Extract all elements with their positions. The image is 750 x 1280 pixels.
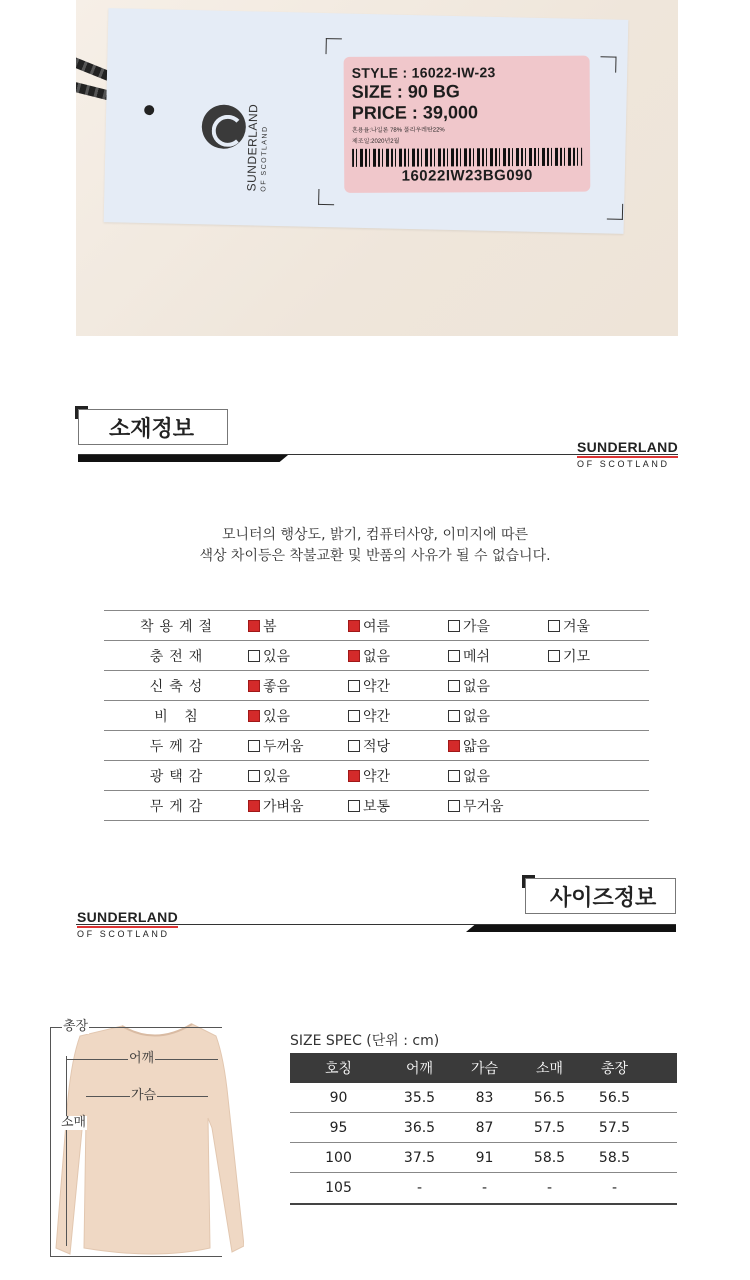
empty-box-icon: [248, 740, 260, 752]
material-option: [348, 766, 448, 786]
brand-logo: [577, 440, 678, 469]
size-spec-cell: 57.5: [533, 1119, 566, 1136]
empty-box-icon: [448, 620, 460, 632]
material-option: [548, 616, 648, 636]
size-spec-table: [290, 1053, 677, 1205]
size-spec-header-cell: 가슴: [470, 1061, 499, 1077]
option-label: 없음: [463, 708, 491, 725]
material-option: [248, 646, 348, 666]
length-guide: [50, 1027, 51, 1256]
tag-size: SIZE : 90 BG: [351, 81, 460, 102]
size-spec-cell: 58.5: [533, 1149, 566, 1166]
brand-name: SUNDERLAND: [577, 439, 678, 455]
material-option: [348, 736, 448, 756]
material-option: [348, 676, 448, 696]
crop-mark: [318, 189, 334, 205]
size-spec-cell: 36.5: [403, 1119, 436, 1136]
size-spec-cell: 56.5: [533, 1089, 566, 1106]
material-option: [448, 736, 548, 756]
checked-box-icon: [248, 680, 260, 692]
label-shoulder: 어깨: [129, 1051, 155, 1066]
size-spec-cell: 35.5: [403, 1089, 436, 1106]
material-option: [248, 796, 348, 816]
option-label: 약간: [363, 678, 391, 695]
size-spec-cell: 57.5: [598, 1119, 631, 1136]
option-label: 보통: [363, 798, 391, 815]
material-option: [448, 676, 548, 696]
tag-hole: [144, 105, 154, 115]
material-option: [448, 706, 548, 726]
divider-accent: [466, 925, 676, 932]
empty-box-icon: [348, 710, 360, 722]
tag-brand-text: [244, 81, 268, 191]
size-section-title: [525, 878, 676, 914]
option-label: 가을: [463, 618, 491, 635]
tag-brand-name: SUNDERLAND: [244, 103, 261, 192]
empty-box-icon: [448, 650, 460, 662]
empty-box-icon: [448, 680, 460, 692]
empty-box-icon: [548, 650, 560, 662]
material-row: [104, 761, 649, 791]
tag-price: PRICE : 39,000: [351, 102, 479, 123]
checked-box-icon: [248, 710, 260, 722]
material-row-label: 광택감: [149, 768, 209, 785]
tag-made-date: 제조일:2020년2월: [352, 138, 400, 145]
size-title-text: 사이즈정보: [550, 885, 657, 911]
size-spec-caption: SIZE SPEC (단위 : cm): [290, 1033, 440, 1049]
option-label: 약간: [363, 708, 391, 725]
material-row: [104, 641, 649, 671]
size-spec-cell: 95: [329, 1119, 348, 1136]
option-label: 있음: [263, 708, 291, 725]
label-sleeve: 소매: [61, 1115, 87, 1130]
divider-accent: [78, 455, 288, 462]
label-chest: 가슴: [131, 1088, 157, 1103]
garment-figure: [44, 1018, 244, 1268]
size-spec-cell: 105: [325, 1180, 352, 1196]
size-spec-header-cell: 어깨: [405, 1061, 434, 1077]
empty-box-icon: [448, 800, 460, 812]
length-guide: [50, 1256, 222, 1257]
size-spec-cell: 56.5: [598, 1089, 631, 1106]
empty-box-icon: [448, 770, 460, 782]
material-row-label: 비 침: [154, 708, 204, 725]
material-option: [248, 706, 348, 726]
material-option: [548, 646, 648, 666]
material-row: [104, 791, 649, 821]
material-option: [448, 616, 548, 636]
material-table: [104, 610, 649, 821]
size-spec-cell: -: [416, 1180, 423, 1196]
material-row: [104, 611, 649, 641]
option-label: 적당: [363, 738, 391, 755]
size-spec-cell: 100: [325, 1149, 352, 1166]
option-label: 기모: [563, 648, 591, 665]
size-spec-cell: 91: [475, 1149, 494, 1166]
checked-box-icon: [448, 740, 460, 752]
label-length: 총장: [63, 1019, 89, 1034]
size-spec-header: [290, 1053, 677, 1083]
color-notice: [0, 525, 750, 567]
notice-line: 색상 차이등은 착불교환 및 반품의 사유가 될 수 없습니다.: [199, 548, 551, 564]
option-label: 좋음: [263, 678, 291, 695]
material-option: [248, 766, 348, 786]
option-label: 약간: [363, 768, 391, 785]
empty-box-icon: [448, 710, 460, 722]
size-spec-cell: 37.5: [403, 1149, 436, 1166]
size-spec-header-cell: 총장: [600, 1061, 629, 1077]
brand-sub: OF SCOTLAND: [77, 929, 170, 939]
empty-box-icon: [348, 740, 360, 752]
brand-sub: OF SCOTLAND: [577, 459, 670, 469]
material-row-label: 착용계절: [139, 618, 219, 635]
size-spec-cell: 90: [329, 1089, 348, 1106]
size-spec-header-cell: 소매: [535, 1061, 564, 1077]
brand-logo: [77, 910, 178, 939]
material-row: [104, 701, 649, 731]
product-tag-photo: [76, 0, 678, 336]
brand-underline: [577, 456, 678, 458]
material-row-label: 충전재: [149, 648, 209, 665]
tag-style: STYLE : 16022-IW-23: [351, 64, 496, 81]
tag-barcode-number: 16022IW23BG090: [401, 166, 533, 185]
empty-box-icon: [248, 770, 260, 782]
material-option: [248, 616, 348, 636]
material-row-label: 신축성: [149, 678, 209, 695]
material-option: [448, 796, 548, 816]
material-row-label: 두께감: [149, 738, 209, 755]
option-label: 얇음: [463, 738, 491, 755]
size-spec-cell: -: [481, 1180, 488, 1196]
brand-underline: [77, 926, 178, 928]
checked-box-icon: [248, 800, 260, 812]
size-spec-row: [290, 1113, 677, 1143]
checked-box-icon: [348, 770, 360, 782]
material-option: [248, 736, 348, 756]
material-option: [248, 676, 348, 696]
hang-tag: [104, 8, 629, 234]
option-label: 없음: [463, 768, 491, 785]
size-spec-header-cell: 호칭: [324, 1061, 353, 1077]
size-spec-cell: 87: [475, 1119, 494, 1136]
option-label: 가벼움: [263, 798, 304, 815]
size-spec-row: [290, 1083, 677, 1113]
option-label: 겨울: [563, 618, 591, 635]
option-label: 없음: [363, 648, 391, 665]
size-spec-cell: 58.5: [598, 1149, 631, 1166]
material-row-label: 무게감: [149, 798, 209, 815]
option-label: 없음: [463, 678, 491, 695]
checked-box-icon: [348, 620, 360, 632]
crop-mark: [600, 56, 616, 72]
crop-mark: [326, 38, 342, 54]
size-spec-cell: -: [546, 1180, 553, 1196]
material-title-text: 소재정보: [109, 416, 195, 442]
barcode-icon: [352, 148, 582, 167]
size-spec-row: [290, 1173, 677, 1203]
brand-name: SUNDERLAND: [77, 909, 178, 925]
option-label: 무거움: [463, 798, 504, 815]
price-sticker: [344, 56, 591, 193]
crop-mark: [607, 203, 623, 219]
checked-box-icon: [248, 620, 260, 632]
material-option: [348, 706, 448, 726]
material-option: [448, 646, 548, 666]
size-spec-cell: -: [611, 1180, 618, 1196]
option-label: 두꺼움: [263, 738, 304, 755]
option-label: 있음: [263, 648, 291, 665]
empty-box-icon: [348, 800, 360, 812]
tag-composition: 혼용율:나일론 78% 폴리우레탄22%: [351, 127, 445, 134]
option-label: 있음: [263, 768, 291, 785]
material-option: [348, 616, 448, 636]
empty-box-icon: [348, 680, 360, 692]
option-label: 메쉬: [463, 648, 491, 665]
material-option: [448, 766, 548, 786]
tag-brand-sub: OF SCOTLAND: [260, 125, 269, 192]
checked-box-icon: [348, 650, 360, 662]
material-row: [104, 671, 649, 701]
material-option: [348, 796, 448, 816]
material-row: [104, 731, 649, 761]
option-label: 봄: [263, 618, 277, 635]
empty-box-icon: [548, 620, 560, 632]
material-option: [348, 646, 448, 666]
size-spec-cell: 83: [475, 1089, 494, 1106]
sleeve-guide: [66, 1056, 67, 1246]
size-spec-row: [290, 1143, 677, 1173]
notice-line: 모니터의 행상도, 밝기, 컴퓨터사양, 이미지에 따른: [221, 527, 529, 543]
option-label: 여름: [363, 618, 391, 635]
material-section-title: [78, 409, 228, 445]
empty-box-icon: [248, 650, 260, 662]
brand-logo-icon: [201, 104, 246, 149]
